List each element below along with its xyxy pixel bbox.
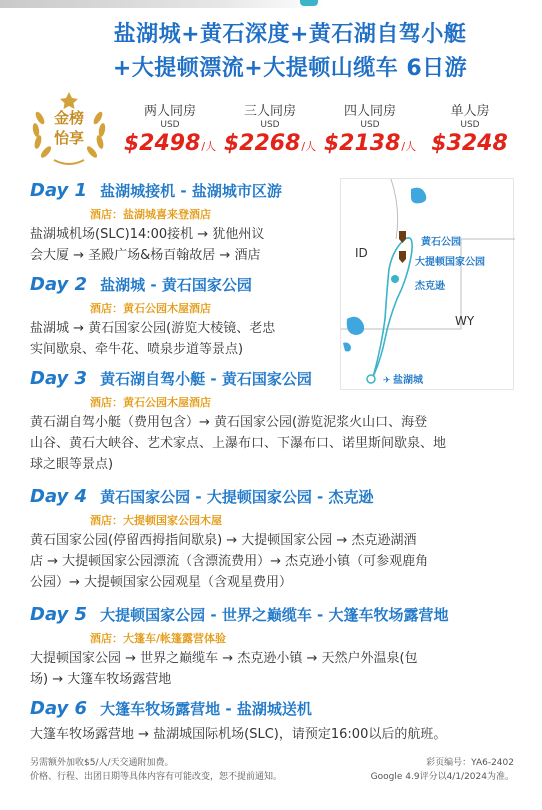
day-3-header bbox=[30, 368, 312, 389]
day-2-hotel: 酒店：黄石公园木屋酒店 bbox=[90, 302, 211, 315]
page-title bbox=[60, 18, 520, 86]
state-label-wy: WY bbox=[455, 314, 475, 328]
desc-line: 大提顿国家公园 → 世界之巅缆车 → 杰克逊小镇 → 天然户外温泉(包 bbox=[30, 651, 418, 666]
day-5-description bbox=[30, 648, 418, 690]
day-1-hotel: 酒店：盐湖城喜来登酒店 bbox=[90, 208, 211, 221]
desc-line: 盐湖城机场(SLC)14:00接机 → 犹他州议 bbox=[30, 227, 265, 242]
lake-icon bbox=[347, 317, 364, 335]
day-6-header bbox=[30, 698, 312, 719]
footer-rating: Google 4.9评分以4/1/2024为准。 bbox=[370, 772, 514, 782]
jackson-marker-icon bbox=[391, 275, 399, 283]
day-title: 黄石湖自驾小艇 - 黄石国家公园 bbox=[100, 370, 312, 388]
price-currency: USD bbox=[360, 120, 380, 130]
label-slc: 盐湖城 bbox=[393, 375, 423, 386]
day-number: Day 5 bbox=[30, 604, 88, 625]
slc-marker-icon bbox=[367, 375, 375, 383]
day-3-hotel: 酒店：黄石公园木屋酒店 bbox=[90, 396, 211, 409]
airplane-icon: ✈ bbox=[383, 376, 391, 386]
footer-notes bbox=[30, 756, 282, 784]
price-amount bbox=[320, 131, 420, 160]
park-marker-icon bbox=[399, 231, 406, 263]
day-2-header bbox=[30, 274, 252, 295]
price-currency: USD bbox=[260, 120, 280, 130]
top-decor-band bbox=[0, 0, 542, 8]
desc-line: 公园）→ 大提顿国家公园观星（含观星费用） bbox=[30, 575, 293, 590]
price-number: $3248 bbox=[431, 131, 508, 156]
day-3-description bbox=[30, 412, 446, 475]
label-yellowstone: 黄石公园 bbox=[421, 237, 461, 248]
day-title: 大篷车牧场露营地 - 盐湖城送机 bbox=[100, 700, 312, 718]
price-label: 三人同房 bbox=[243, 104, 296, 119]
price-unit: /人 bbox=[201, 140, 217, 153]
price-amount bbox=[220, 131, 320, 160]
lake-icon bbox=[343, 343, 351, 352]
price-amount bbox=[120, 131, 220, 160]
route-line bbox=[373, 238, 412, 377]
desc-line: 实间歇泉、牵牛花、喷泉步道等景点) bbox=[30, 342, 244, 357]
price-col-double bbox=[120, 104, 220, 160]
label-grandteton: 大提顿国家公园 bbox=[415, 257, 485, 268]
price-number: $2498 bbox=[123, 131, 201, 156]
price-unit: /人 bbox=[401, 140, 417, 153]
day-4-header bbox=[30, 486, 374, 507]
day-number: Day 6 bbox=[30, 698, 88, 719]
day-1-description bbox=[30, 224, 264, 266]
price-currency: USD bbox=[160, 120, 180, 130]
price-number: $2268 bbox=[223, 131, 301, 156]
price-amount bbox=[420, 131, 520, 160]
desc-line: 黄石湖自驾小艇（费用包含）→ 黄石国家公园(游览泥浆火山口、海登 bbox=[30, 415, 428, 430]
desc-line: 大篷车牧场露营地 → 盐湖城国际机场(SLC)，请预定16:00以后的航班。 bbox=[30, 727, 447, 742]
title-line-1: 盐湖城+黄石深度+黄石湖自驾小艇 bbox=[113, 22, 467, 47]
desc-line: 盐湖城 → 黄石国家公园(游览大棱镜、老忠 bbox=[30, 321, 276, 336]
price-col-quad bbox=[320, 104, 420, 160]
day-1-header bbox=[30, 180, 282, 201]
footer-code: 彩页编号：YA6-2402 bbox=[426, 758, 514, 768]
badge-text bbox=[26, 108, 112, 148]
price-label: 四人同房 bbox=[343, 104, 396, 119]
day-4-description bbox=[30, 530, 428, 593]
day-title: 盐湖城接机 - 盐湖城市区游 bbox=[100, 182, 282, 200]
footer-note-1: 另需额外加收$5/人/天交通附加费。 bbox=[30, 758, 174, 768]
day-title: 大提顿国家公园 - 世界之巅缆车 - 大篷车牧场露营地 bbox=[100, 606, 449, 624]
top-accent-mark bbox=[300, 0, 318, 6]
price-unit: /人 bbox=[301, 140, 317, 153]
price-number: $2138 bbox=[323, 131, 401, 156]
desc-line: 场) → 大篷车牧场露营地 bbox=[30, 672, 172, 687]
lake-icon bbox=[411, 188, 426, 204]
price-col-triple bbox=[220, 104, 320, 160]
state-label-id: ID bbox=[355, 246, 368, 260]
badge-line-2: 怡享 bbox=[53, 129, 84, 147]
footer-meta bbox=[371, 756, 514, 784]
gold-badge bbox=[26, 88, 112, 170]
price-currency: USD bbox=[460, 120, 480, 130]
day-2-description bbox=[30, 318, 275, 360]
footer-note-2: 价格、行程、出团日期等具体内容有可能改变，恕不提前通知。 bbox=[30, 772, 283, 782]
state-border bbox=[391, 179, 398, 239]
route-map-svg bbox=[341, 179, 515, 391]
desc-line: 会大厦 → 圣殿广场&杨百翰故居 → 酒店 bbox=[30, 248, 261, 263]
day-4-hotel: 酒店：大提顿国家公园木屋 bbox=[90, 514, 222, 527]
day-number: Day 1 bbox=[30, 180, 88, 201]
day-number: Day 3 bbox=[30, 368, 88, 389]
day-5-header bbox=[30, 604, 449, 625]
day-5-hotel: 酒店：大篷车/帐篷露营体验 bbox=[90, 632, 227, 645]
label-jackson: 杰克逊 bbox=[415, 281, 445, 292]
route-map bbox=[340, 178, 514, 390]
price-label: 单人房 bbox=[450, 104, 490, 119]
badge-line-1: 金榜 bbox=[53, 109, 84, 127]
desc-line: 球之眼等景点) bbox=[30, 457, 114, 472]
desc-line: 山谷、黄石大峡谷、艺术家点、上瀑布口、下瀑布口、诺里斯间歇泉、地 bbox=[30, 436, 447, 451]
day-6-description bbox=[30, 724, 446, 745]
day-number: Day 2 bbox=[30, 274, 88, 295]
desc-line: 店 → 大提顿国家公园漂流（含漂流费用）→ 杰克逊小镇（可参观鹿角 bbox=[30, 554, 429, 569]
desc-line: 黄石国家公园(停留西拇指间歇泉) → 大提顿国家公园 → 杰克逊湖酒 bbox=[30, 533, 417, 548]
price-table bbox=[120, 104, 520, 164]
price-col-single bbox=[420, 104, 520, 160]
day-number: Day 4 bbox=[30, 486, 88, 507]
price-label: 两人同房 bbox=[143, 104, 196, 119]
day-title: 黄石国家公园 - 大提顿国家公园 - 杰克逊 bbox=[100, 488, 374, 506]
day-title: 盐湖城 - 黄石国家公园 bbox=[100, 276, 252, 294]
title-line-2: +大提顿漂流+大提顿山缆车 6日游 bbox=[112, 56, 468, 81]
